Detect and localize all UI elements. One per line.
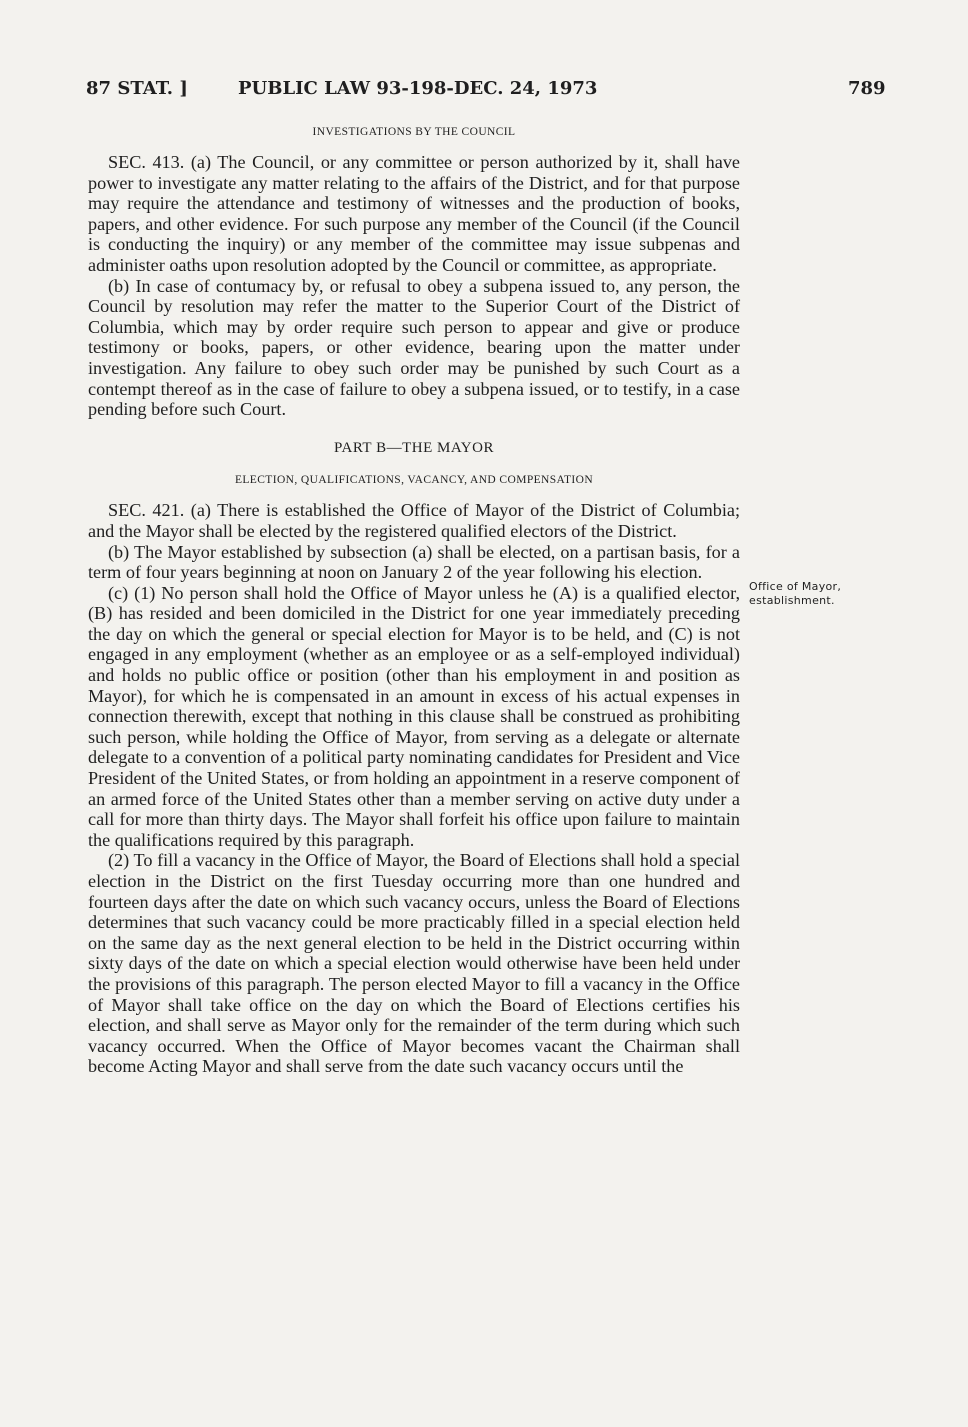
running-title: PUBLIC LAW 93-198-DEC. 24, 1973 [238, 78, 598, 99]
sec-421-paragraph-c2: (2) To fill a vacancy in the Office of Mayor, the Board of Elections shall hold a special election in the District on the first Tuesday occurring more than one hundred and fourteen days after the date on which such vacancy occurs, unless the Board of Elections determines that such vacancy could be more practicably filled in a special election held on the same day as the next general election to be held in the District occurring within sixty days of the date on which a special election would otherwise have been held under the provisions of this paragraph. The person elected Mayor to fill a vacancy in the Office of Mayor shall take office on the day on which the Board of Elections certifies his election, and shall serve as Mayor only for the remainder of the term during which such vacancy occurred. When the Office of Mayor becomes vacant the Chairman shall become Acting Mayor and shall serve from the date such vacancy occurs until the [88, 850, 740, 1077]
sec-413-paragraph-a: SEC. 413. (a) The Council, or any committee or person authorized by it, shall have power to investigate any matter relating to the affairs of the District, and for that purpose may require the attendance and testimony of witnesses and the production of books, papers, and other evidence. For such purpose any member of the Council (if the Council is conducting the inquiry) or any member of the committee may issue subpenas and administer oaths upon resolution adopted by the Council or committee, as appropriate. [88, 152, 740, 275]
section-heading-election: ELECTION, QUALIFICATIONS, VACANCY, AND COMPENSATION [234, 474, 594, 487]
sec-421-paragraph-a: SEC. 421. (a) There is established the Office of Mayor of the District of Columbia; and the Mayor shall be elected by the registered qualified electors of the District. [88, 500, 740, 541]
margin-note-office-of-mayor: Office of Mayor, establishment. [749, 580, 842, 607]
page-number: 789 [848, 78, 886, 99]
sec-421-paragraph-b: (b) The Mayor established by subsection (a) shall be elected, on a partisan basis, for a term of four years beginning at noon on January 2 of the year following his election. [88, 541, 740, 583]
section-heading-investigations: INVESTIGATIONS BY THE COUNCIL [312, 126, 516, 138]
main-text-column [88, 122, 740, 1077]
sec-413-paragraph-b: (b) In case of contumacy by, or refusal to obey a subpena issued to, any person, the Council by resolution may refer the matter to the Superior Court of the District of Columbia, which may by order require such person to appear and give or produce testimony or books, papers, or other evidence, bearing upon the matter under investigation. Any failure to obey such order may be punished by such Court as a contempt thereof as in the case of failure to obey a subpena issued, or to testify, in a case pending before such Court. [88, 275, 740, 420]
statute-volume-label: 87 STAT. ] [86, 78, 188, 99]
part-heading: PART B—THE MAYOR [334, 439, 494, 456]
sec-421-paragraph-c1: (c) (1) No person shall hold the Office of Mayor unless he (A) is a qualified elector, (B) has resided and been domiciled in the District for one year immediately preceding the day on which the general or special election for Mayor is to be held, and (C) is not engaged in any employment (whether as an employee or as a self-employed individual) and holds no public office or position (other than his employment in and position as Mayor), for which he is compensated in an amount in excess of his actual expenses in connection therewith, except that nothing in this clause shall be construed as prohibiting such person, while holding the Office of Mayor, from serving as a delegate or alternate delegate to a convention of a political party nominating candidates for President and Vice President of the United States, or from holding an appointment in a reserve component of an armed force of the United States other than a member serving on active duty under a call for more than thirty days. The Mayor shall forfeit his office upon failure to maintain the qualifications required by this paragraph. [88, 582, 740, 850]
